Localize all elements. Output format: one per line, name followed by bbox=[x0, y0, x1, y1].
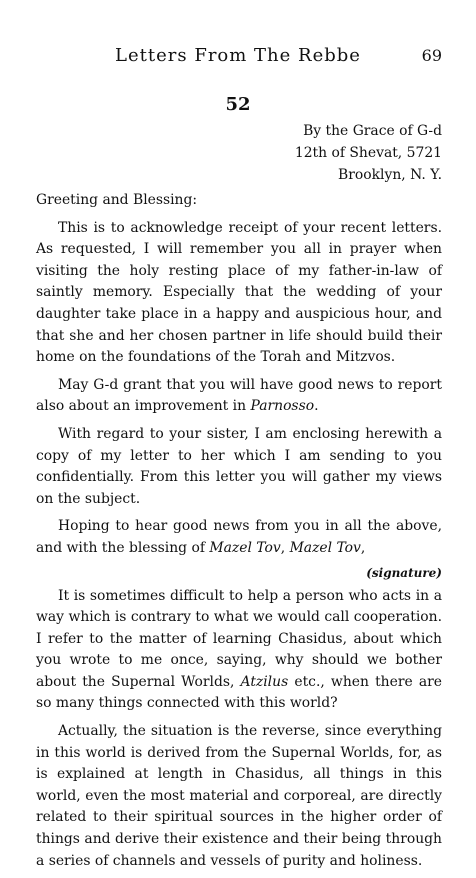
running-head-title: Letters From The Rebbe bbox=[115, 45, 361, 66]
letter-number: 52 bbox=[225, 94, 251, 115]
paragraph-sister: With regard to your sister, I am enclosing herewith a copy of my letter to her which I am sending to you confidentially. From this letter you will gather my views on the subject. bbox=[36, 425, 442, 507]
paragraph-blessing-italic-2: Mazel Tov bbox=[289, 539, 361, 556]
dateline bbox=[36, 120, 442, 186]
paragraph-blessing-comma: , bbox=[280, 539, 290, 556]
paragraph-parnosso-text: May G-d grant that you will have good news to report also about an improvement in bbox=[36, 376, 442, 415]
paragraph-cooperation-text: It is sometimes difficult to help a person who acts in a way which is contrary to what we would call cooperation. I refer to the matter of learning Chasidus, about which you wrote to me once, saying, why should we bother about the Supernal Worlds, bbox=[36, 587, 442, 690]
page-number: 69 bbox=[421, 46, 442, 65]
running-head bbox=[0, 44, 476, 68]
paragraph-cooperation-italic: Atzilus bbox=[240, 673, 289, 690]
signature-note: (signature) bbox=[366, 565, 442, 580]
dateline-date: 12th of Shevat, 5721 bbox=[294, 145, 442, 161]
paragraph-blessing-text: Hoping to hear good news from you in all the above, and with the blessing of bbox=[36, 518, 442, 556]
paragraph-cooperation-end: etc., when there are so many things connected with this world? bbox=[36, 673, 442, 712]
paragraph-parnosso-italic: Parnosso bbox=[250, 398, 315, 415]
dateline-grace: By the Grace of G-d bbox=[303, 123, 442, 139]
dateline-place: Brooklyn, N. Y. bbox=[338, 167, 442, 183]
letter-body bbox=[36, 120, 442, 878]
paragraph-supernal-worlds: Actually, the situation is the reverse, since everything in this world is derived from the Supernal Worlds, for, as is explained at length in Chasidus, all things in this world, even the most material and corporeal, are directly related to their spiritual sources in the higher order of things and derive their existence and their being through a series of channels and vessels of purity and holiness. bbox=[36, 723, 442, 869]
greeting: Greeting and Blessing: bbox=[36, 192, 198, 208]
paragraph-blessing bbox=[36, 516, 442, 559]
paragraph-cooperation bbox=[36, 586, 442, 716]
paragraph-parnosso bbox=[36, 375, 442, 418]
paragraph-blessing-italic-1: Mazel Tov bbox=[209, 539, 281, 556]
paragraph-blessing-end: , bbox=[360, 539, 366, 556]
paragraph-acknowledgement: This is to acknowledge receipt of your recent letters. As requested, I will remember you all in prayer when visiting the holy resting place of my father-in-law of saintly memory. Especially that the wedding of your daughter take place in a happy and auspicious hour, and that she and her chosen partner in life should build their home on the foundations of the Torah and Mitzvos. bbox=[36, 219, 442, 366]
paragraph-parnosso-end: . bbox=[314, 398, 319, 415]
